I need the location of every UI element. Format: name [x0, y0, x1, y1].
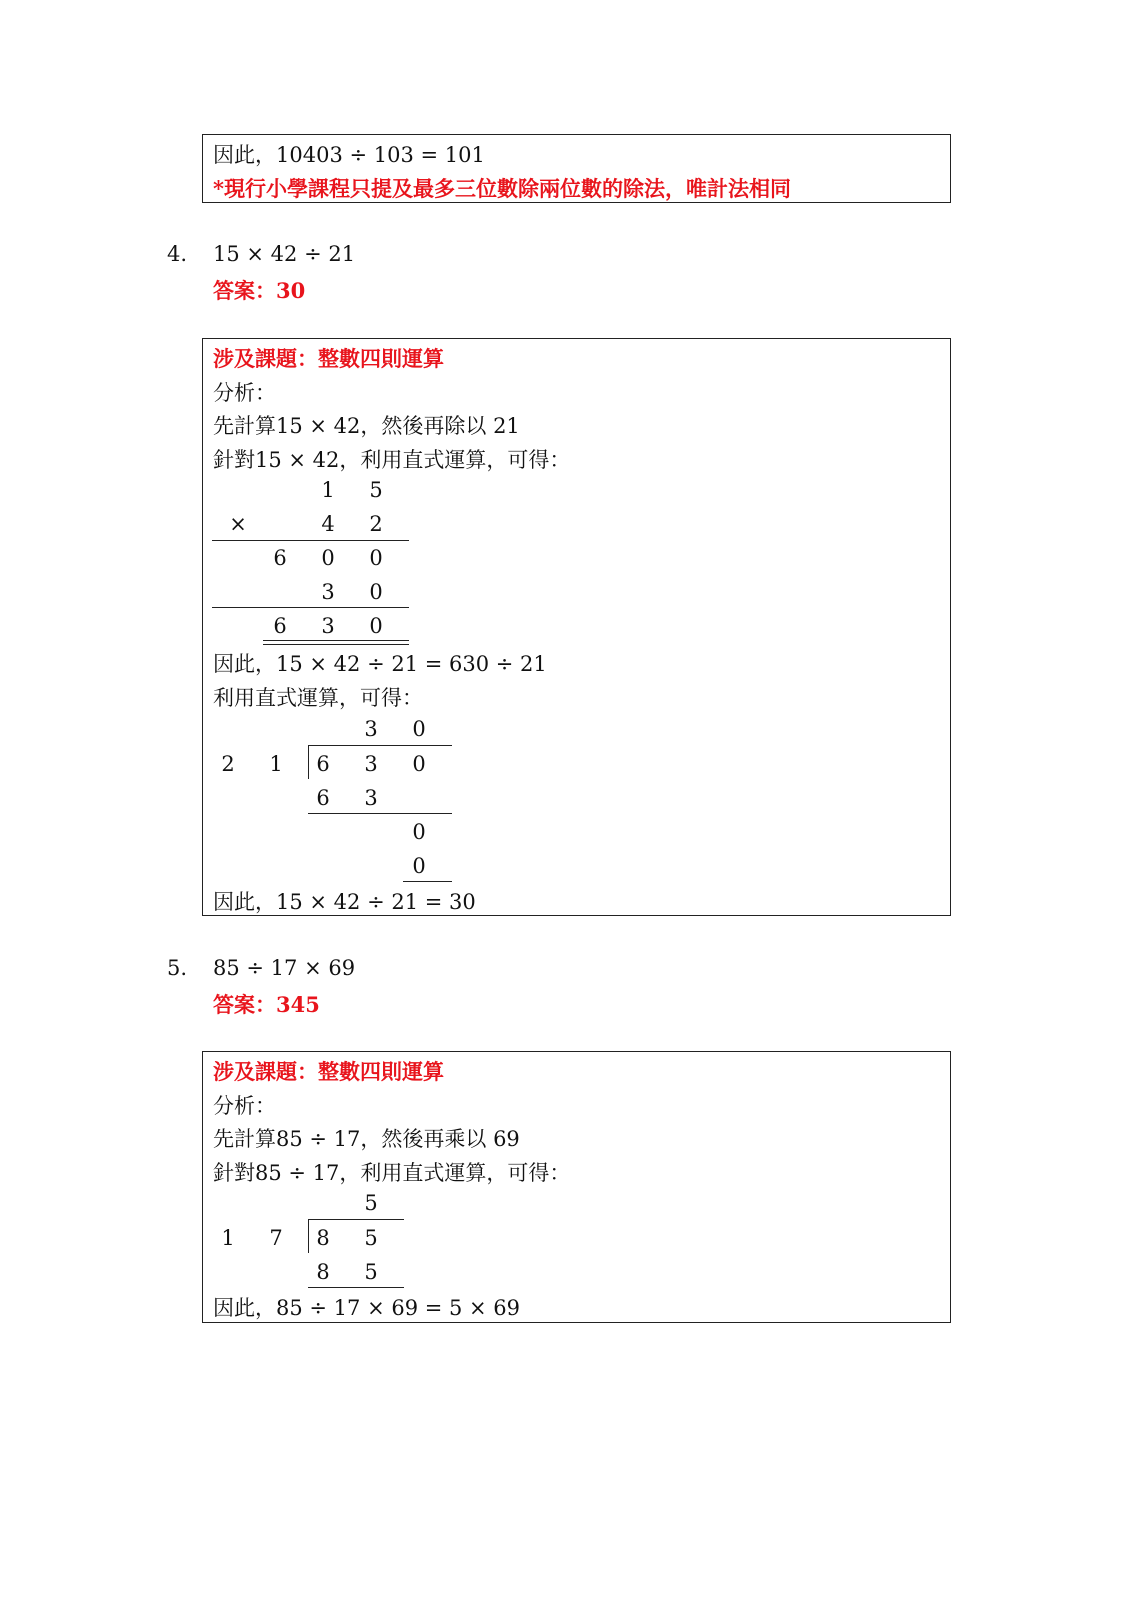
q4-expression: 15 × 42 ÷ 21 — [213, 242, 356, 266]
div-digit: 5 — [364, 1260, 378, 1284]
q5-answer-value: 345 — [276, 992, 320, 1017]
q5-conclusion: 因此，85 ÷ 17 × 69 = 5 × 69 — [213, 1296, 521, 1320]
q4-conclusion: 因此，15 × 42 ÷ 21 = 30 — [213, 890, 476, 914]
mult-digit: 2 — [369, 512, 383, 536]
mult-double-rule — [263, 640, 409, 645]
curriculum-note: *現行小學課程只提及最多三位數除兩位數的除法，唯計法相同 — [213, 176, 791, 201]
mult-digit: 6 — [273, 614, 287, 638]
q4-answer-value: 30 — [276, 278, 306, 303]
div-digit: 2 — [221, 752, 235, 776]
q5-analysis-label: 分析： — [213, 1094, 276, 1118]
div-digit: 6 — [316, 752, 330, 776]
div-digit: 5 — [364, 1226, 378, 1250]
q4-step4: 利用直式運算，可得： — [213, 686, 423, 710]
div-digit: 1 — [221, 1226, 235, 1250]
div-digit: 0 — [412, 854, 426, 878]
mult-digit: 3 — [321, 614, 335, 638]
mult-digit: 0 — [369, 546, 383, 570]
mult-digit: 0 — [321, 546, 335, 570]
q5-topic: 涉及課題：整數四則運算 — [213, 1059, 444, 1084]
q5-answer-label: 答案： — [213, 992, 276, 1017]
mult-digit: 0 — [369, 614, 383, 638]
div-digit: 0 — [412, 752, 426, 776]
q4-answer-label: 答案： — [213, 278, 276, 303]
q4-topic: 涉及課題：整數四則運算 — [213, 346, 444, 371]
q5-answer — [213, 989, 320, 1019]
division-bar — [308, 745, 452, 746]
division-rule — [308, 813, 452, 814]
q5-number: 5. — [167, 956, 188, 980]
q4-step2: 針對15 × 42，利用直式運算，可得： — [213, 448, 571, 472]
q5-expression: 85 ÷ 17 × 69 — [213, 956, 356, 980]
q5-step2: 針對85 ÷ 17，利用直式運算，可得： — [213, 1161, 571, 1185]
div-digit: 1 — [269, 752, 283, 776]
division-rule — [308, 1287, 404, 1288]
div-digit: 3 — [364, 786, 378, 810]
q4-answer — [213, 275, 305, 305]
div-digit: 0 — [412, 820, 426, 844]
q4-analysis-label: 分析： — [213, 381, 276, 405]
div-digit: 7 — [269, 1226, 283, 1250]
q4-number: 4. — [167, 242, 188, 266]
div-digit: 3 — [364, 752, 378, 776]
division-bar — [308, 1219, 404, 1220]
q4-step3: 因此，15 × 42 ÷ 21 = 630 ÷ 21 — [213, 652, 547, 676]
div-digit: 3 — [364, 717, 378, 741]
mult-digit: 6 — [273, 546, 287, 570]
mult-digit: 5 — [369, 478, 383, 502]
top-conclusion: 因此，10403 ÷ 103 = 101 — [213, 143, 485, 167]
div-digit: 5 — [364, 1191, 378, 1215]
mult-digit: 0 — [369, 580, 383, 604]
div-digit: 6 — [316, 786, 330, 810]
mult-rule — [212, 607, 409, 608]
mult-rule — [212, 540, 409, 541]
mult-digit: 1 — [321, 478, 335, 502]
division-rule — [403, 881, 452, 882]
div-digit: 8 — [316, 1260, 330, 1284]
mult-digit: 3 — [321, 580, 335, 604]
mult-digit: 4 — [321, 512, 335, 536]
div-digit: 0 — [412, 717, 426, 741]
q5-step1: 先計算85 ÷ 17，然後再乘以 69 — [213, 1127, 520, 1151]
q4-step1: 先計算15 × 42，然後再除以 21 — [213, 414, 520, 438]
multiply-sign: × — [229, 512, 247, 536]
div-digit: 8 — [316, 1226, 330, 1250]
